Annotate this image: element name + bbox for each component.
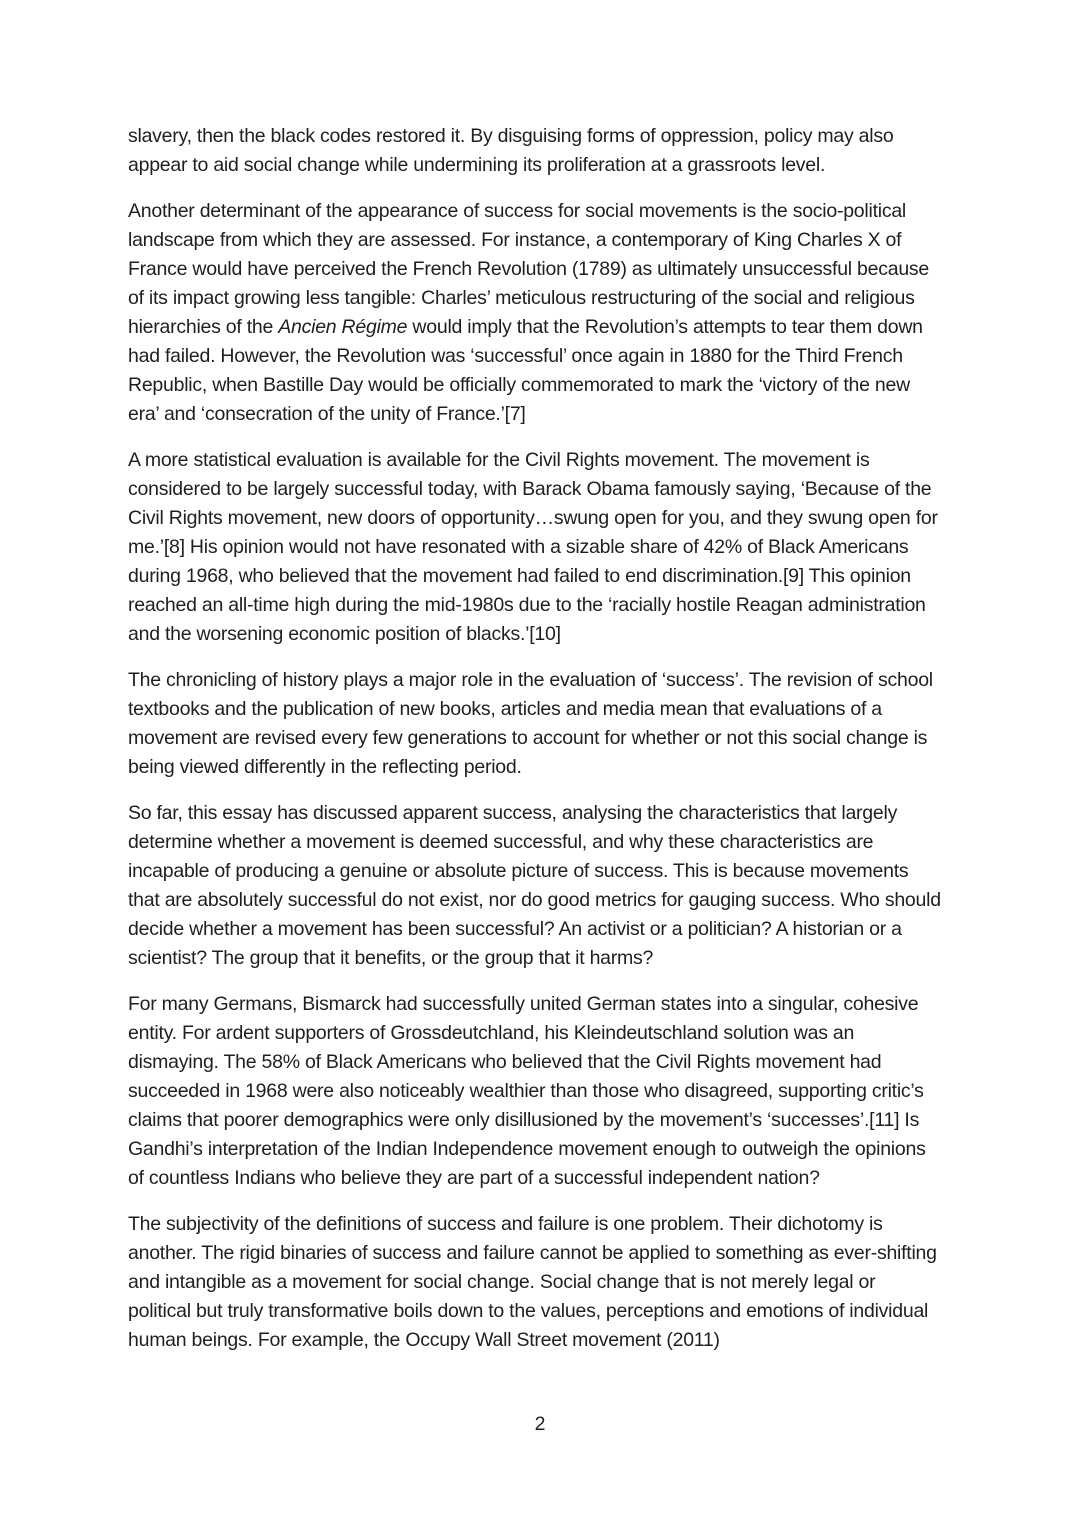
paragraph-subjectivity-definitions: The subjectivity of the definitions of success and failure is one problem. Their dichotomy is another. The rigid binaries of success and failure cannot be applied to something as ever-shifting and intangible as a movement for social change. Social change that is not merely legal or political but truly transformative boils down to the values, perceptions and emotions of individual human beings. For example, the Occupy Wall Street movement (2011): [128, 1213, 937, 1351]
page-number: 2: [534, 1413, 546, 1435]
paragraph-chronicling-history: The chronicling of history plays a major role in the evaluation of ‘success’. The revision of school textbooks and the publication of new books, articles and media mean that evaluations of a movement are revised every few generations to account for whether or not this social change is being viewed differently in the reflecting period.: [128, 669, 933, 778]
paragraph-bismarck-germans: For many Germans, Bismarck had successfully united German states into a singular, cohesive entity. For ardent supporters of Grossdeutchland, his Kleindeutschland solution was an dismaying. The 58% of Black Americans who believed that the Civil Rights movement had succeeded in 1968 were also noticeably wealthier than those who disagreed, supporting critic’s claims that poorer demographics were only disillusioned by the movement’s ‘successes’.[11] Is Gandhi’s interpretation of the Indian Independence movement enough to outweigh the opinions of countless Indians who believe they are part of a successful independent nation?: [128, 993, 926, 1189]
paragraph-apparent-success: So far, this essay has discussed apparent success, analysing the characteristics that largely determine whether a movement is deemed successful, and why these characteristics are incapable of producing a genuine or absolute picture of success. This is because movements that are absolutely successful do not exist, nor do good metrics for gauging success. Who should decide whether a movement has been successful? An activist or a politician? A historian or a scientist? The group that it benefits, or the group that it harms?: [128, 802, 941, 969]
document-body: [128, 122, 942, 1372]
paragraph-french-revolution: [128, 197, 942, 429]
paragraph-civil-rights-statistics: A more statistical evaluation is available for the Civil Rights movement. The movement is considered to be largely successful today, with Barack Obama famously saying, ‘Because of the Civil Rights movement, new doors of opportunity…swung open for you, and they swung open for me.’[8] His opinion would not have resonated with a sizable share of 42% of Black Americans during 1968, who believed that the movement had failed to end discrimination.[9] This opinion reached an all-time high during the mid-1980s due to the ‘racially hostile Reagan administration and the worsening economic position of blacks.’[10]: [128, 449, 938, 645]
paragraph-text: would imply that the Revolution’s attempts to tear them down had failed. However, the Revolution was ‘successful’ once again in 1880 for the Third French Republic, when Bastille Day would be officially commemorated to mark the ‘victory of the new era’ and ‘consecration of the unity of France.’[7]: [128, 316, 923, 425]
paragraph-text: Another determinant of the appearance of success for social movements is the socio-political landscape from which they are assessed. For instance, a contemporary of King Charles X of France would have perceived the French Revolution (1789) as ultimately unsuccessful because of its impact growing less tangible: Charles’ meticulous restructuring of the social and religious hierarchies of the: [128, 200, 930, 338]
italic-phrase-ancien-regime: Ancien Régime: [278, 316, 408, 338]
paragraph-slavery-black-codes: slavery, then the black codes restored it. By disguising forms of oppression, policy may also appear to aid social change while undermining its proliferation at a grassroots level.: [128, 125, 894, 176]
